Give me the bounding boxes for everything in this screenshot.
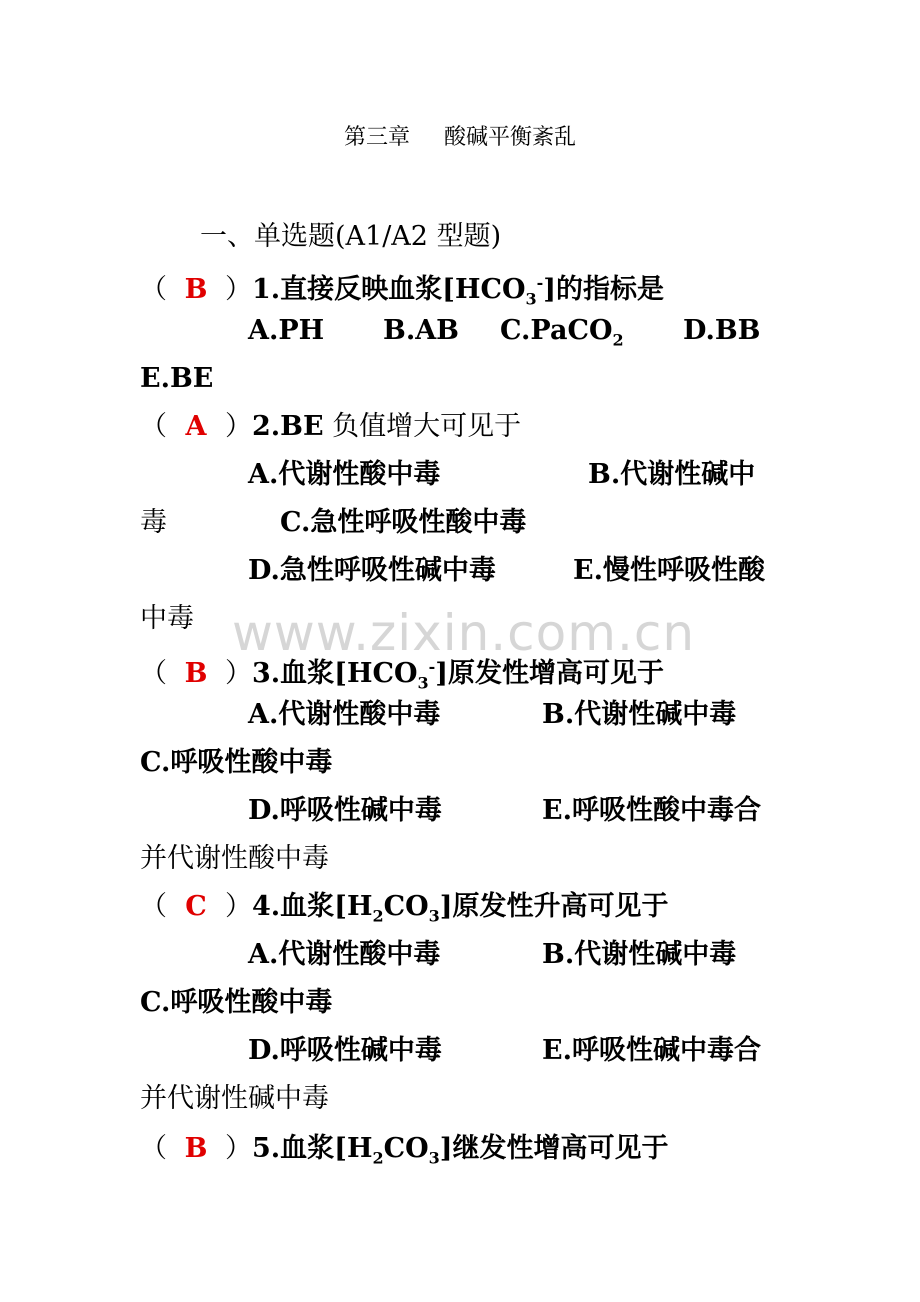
question-3-option-e: E.呼吸性酸中毒合 bbox=[542, 795, 761, 826]
question-4-option-e: E.呼吸性碱中毒合 bbox=[542, 1035, 761, 1066]
section-heading: 一、单选题(A1/A2 型题) bbox=[200, 221, 502, 252]
question-2-option-e: E.慢性呼吸性酸 bbox=[573, 555, 765, 586]
question-4-option-a: A.代谢性酸中毒 bbox=[248, 939, 441, 970]
question-3-stem: （ B ）3.血浆$[HCO_3^-]$原发性增高可见于 bbox=[140, 657, 665, 693]
question-3-option-c: C.呼吸性酸中毒 bbox=[140, 747, 333, 778]
question-1-option-e: E.BE bbox=[140, 363, 214, 394]
question-4-option-c: C.呼吸性酸中毒 bbox=[140, 987, 333, 1018]
question-4-option-d: D.呼吸性碱中毒 bbox=[248, 1035, 442, 1066]
question-1-option-d: D.BB bbox=[683, 315, 761, 346]
question-2-option-e-cont: 中毒 bbox=[140, 603, 194, 634]
chapter-name: 酸碱平衡紊乱 bbox=[444, 125, 577, 150]
question-3-option-e-cont: 并代谢性酸中毒 bbox=[140, 843, 329, 874]
answer-2: A bbox=[185, 411, 207, 442]
watermark: www.zixin.com.cn bbox=[232, 604, 696, 662]
question-3-option-a: A.代谢性酸中毒 bbox=[248, 699, 441, 730]
question-4-stem: （ C ）4.血浆$[H_2CO_3]$原发性升高可见于 bbox=[140, 891, 669, 926]
question-2-option-c: C.急性呼吸性酸中毒 bbox=[280, 507, 527, 538]
answer-5: B bbox=[184, 1133, 208, 1164]
answer-4: C bbox=[185, 891, 207, 922]
question-2-option-b-cont: 毒 bbox=[140, 507, 167, 538]
answer-3: B bbox=[184, 658, 208, 689]
chapter-number: 第三章 bbox=[343, 125, 410, 150]
chapter-title bbox=[0, 120, 920, 151]
answer-1: B bbox=[184, 274, 208, 305]
question-2-option-d: D.急性呼吸性碱中毒 bbox=[248, 555, 496, 586]
question-1-option-b: B.AB bbox=[383, 315, 459, 346]
question-1-stem: （ B ）1.直接反映血浆$[HCO_3^-]$的指标是 bbox=[140, 273, 665, 309]
question-2-stem: （ A ）2.BE 负值增大可见于 bbox=[140, 411, 522, 442]
question-2-option-b: B.代谢性碱中 bbox=[588, 459, 756, 490]
question-4-option-e-cont: 并代谢性碱中毒 bbox=[140, 1083, 329, 1114]
question-3-option-d: D.呼吸性碱中毒 bbox=[248, 795, 442, 826]
question-4-option-b: B.代谢性碱中毒 bbox=[542, 939, 737, 970]
question-3-option-b: B.代谢性碱中毒 bbox=[542, 699, 737, 730]
question-1-option-c: C.PaCO$_2$ bbox=[500, 315, 624, 350]
question-5-stem: （ B ）5.血浆$[H_2CO_3]$继发性增高可见于 bbox=[140, 1133, 669, 1168]
question-1-option-a: A.PH bbox=[248, 315, 325, 346]
question-2-option-a: A.代谢性酸中毒 bbox=[248, 459, 441, 490]
